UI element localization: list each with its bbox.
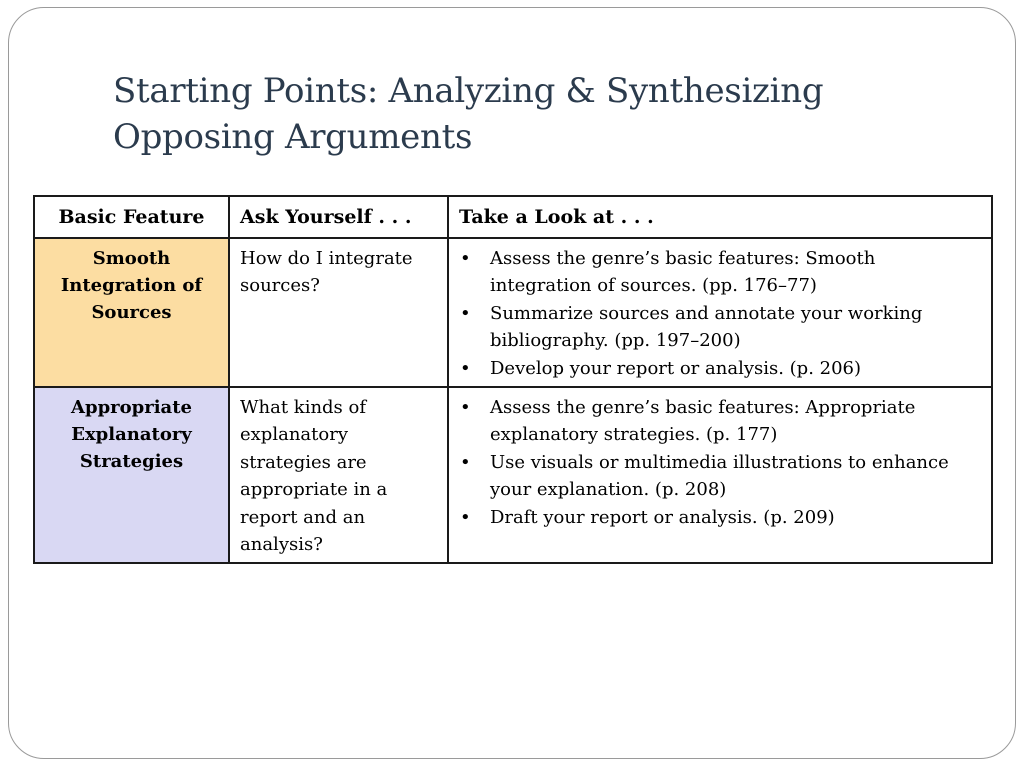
header-ask-yourself: Ask Yourself . . . [229,196,448,238]
references-list [459,245,981,382]
references-list [459,394,981,531]
references-cell [448,238,992,387]
header-basic-feature: Basic Feature [34,196,229,238]
bullet-icon: • [460,506,471,528]
question-cell: What kinds of explanatory strategies are appropriate in a report and an analysis? [229,387,448,563]
slide-title-line-1: Starting Points: Analyzing & Synthesizing [113,71,824,111]
list-item [459,394,981,449]
list-item-text: Summarize sources and annotate your working bibliography. (pp. 197–200) [490,302,923,352]
bullet-icon: • [460,302,471,324]
feature-cell: Appropriate Explanatory Strategies [34,387,229,563]
list-item-text: Draft your report or analysis. (p. 209) [490,506,835,528]
list-item-text: Assess the genre’s basic features: Smooth integration of sources. (pp. 176–77) [490,248,876,297]
question-cell: How do I integrate sources? [229,238,448,387]
list-item [459,355,981,382]
table-row [34,387,992,563]
table-header-row [34,196,992,238]
list-item [459,504,981,531]
references-cell [448,387,992,563]
bullet-icon: • [460,357,471,379]
feature-cell: Smooth Integration of Sources [34,238,229,387]
table-row [34,238,992,387]
bullet-icon: • [460,397,471,419]
list-item [459,300,981,355]
bullet-icon: • [460,451,471,473]
list-item [459,245,981,300]
list-item-text: Use visuals or multimedia illustrations to enhance your explanation. (p. 208) [490,451,949,501]
slide-title [113,68,913,160]
features-table [33,195,993,564]
header-take-a-look: Take a Look at . . . [448,196,992,238]
bullet-icon: • [460,248,471,269]
list-item [459,449,981,504]
list-item-text: Develop your report or analysis. (p. 206) [490,357,862,379]
list-item-text: Assess the genre’s basic features: Appropriate explanatory strategies. (p. 177) [490,397,916,446]
slide-title-line-2: Opposing Arguments [113,117,473,157]
